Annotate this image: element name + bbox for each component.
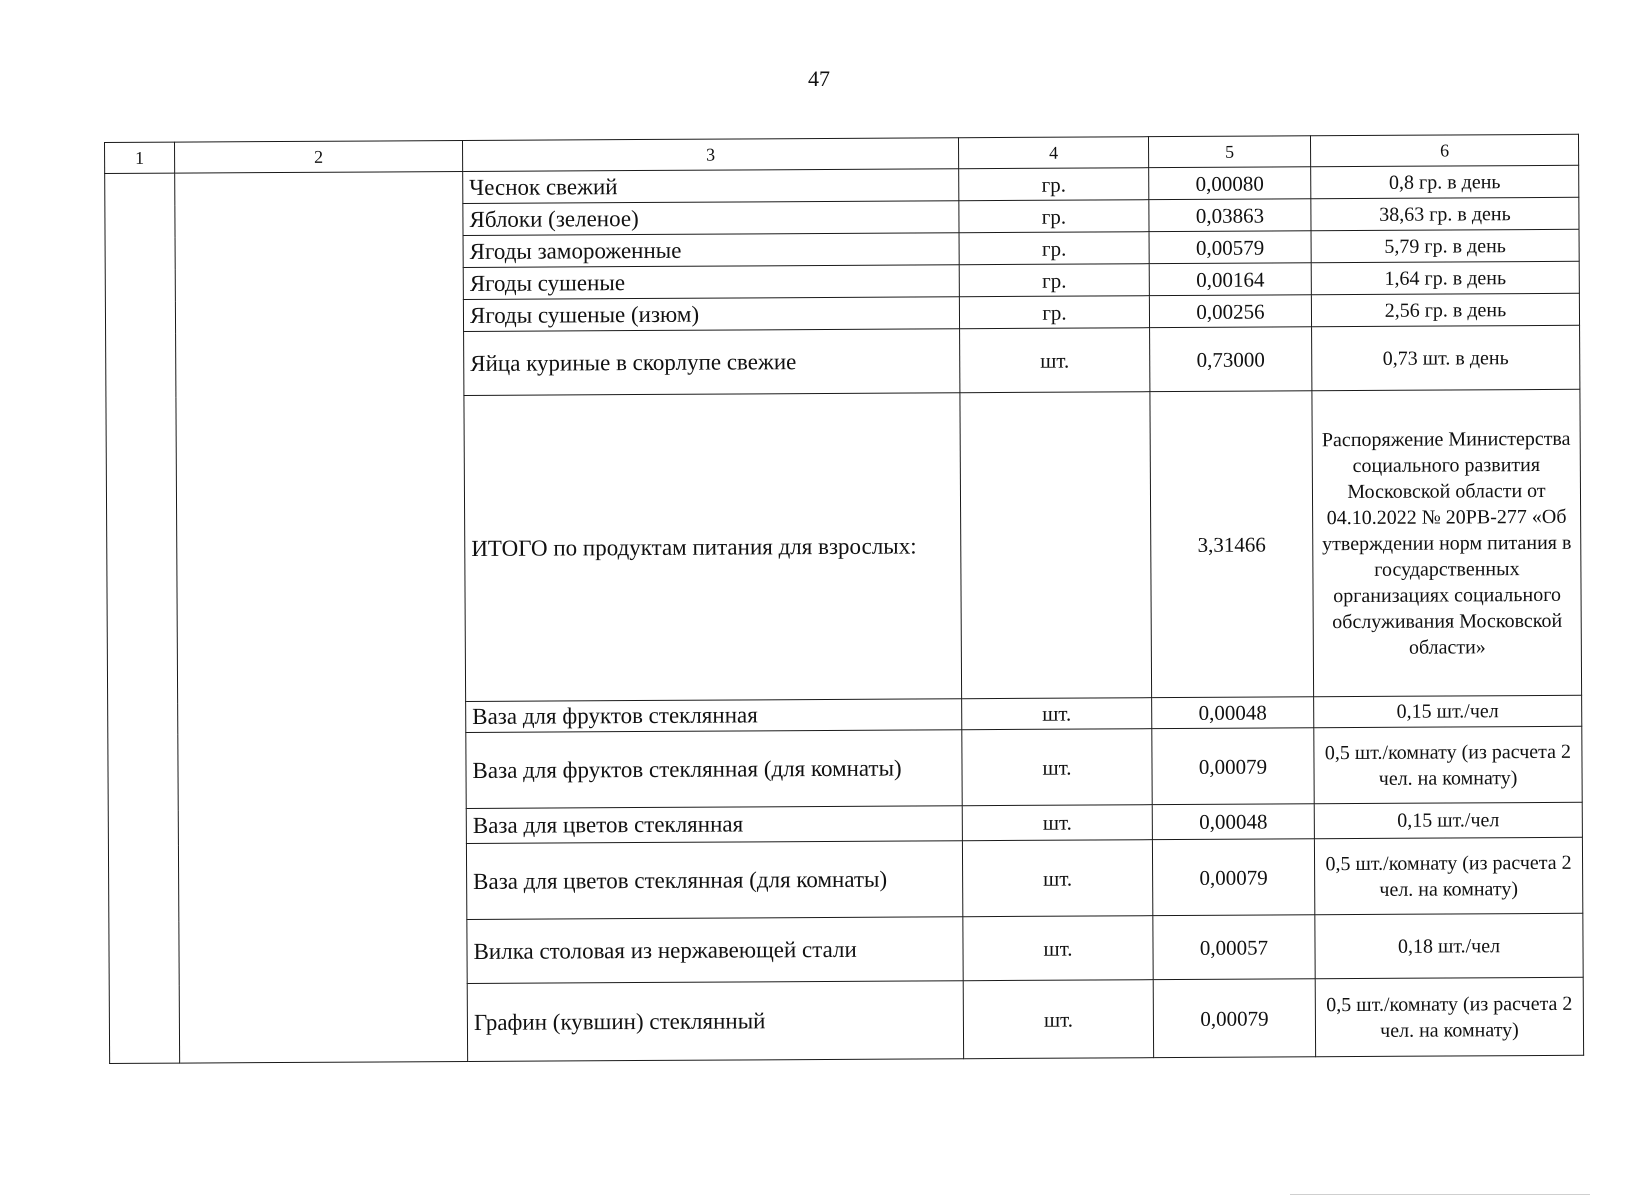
norm-cell: 0,18 шт./чел (1315, 913, 1583, 978)
norm-cell: 0,8 гр. в день (1311, 165, 1579, 198)
column-header: 5 (1148, 136, 1310, 168)
unit-cell: шт. (962, 805, 1152, 841)
unit-cell: гр. (959, 168, 1149, 201)
quantity-cell: 0,00579 (1149, 231, 1311, 264)
column-header: 1 (105, 142, 175, 173)
norm-cell: 38,63 гр. в день (1311, 197, 1579, 230)
unit-cell: шт. (962, 840, 1152, 917)
column-header: 3 (462, 138, 958, 172)
unit-cell: гр. (959, 232, 1149, 265)
merged-cell-col1 (105, 173, 180, 1063)
quantity-cell: 0,00048 (1152, 697, 1314, 729)
scan-artifact (1290, 1194, 1590, 1195)
quantity-cell: 0,00079 (1152, 728, 1314, 805)
item-name-cell: Чеснок свежий (463, 169, 959, 204)
norm-cell: 5,79 гр. в день (1311, 229, 1579, 262)
page-number: 47 (808, 66, 830, 91)
column-header: 4 (958, 137, 1148, 169)
unit-cell (960, 392, 1152, 699)
quantity-cell: 0,00164 (1149, 263, 1311, 296)
item-name-cell: ИТОГО по продуктам питания для взрослых: (464, 393, 962, 702)
item-name-cell: Ягоды сушеные (изюм) (463, 297, 959, 332)
item-name-cell: Графин (кувшин) стеклянный (467, 981, 963, 1062)
unit-cell: шт. (962, 729, 1152, 806)
item-name-cell: Ваза для фруктов стеклянная (для комнаты) (466, 730, 962, 809)
norm-cell: 2,56 гр. в день (1311, 293, 1579, 326)
item-name-cell: Вилка столовая из нержавеющей стали (467, 917, 963, 984)
norm-cell: 0,15 шт./чел (1314, 695, 1582, 727)
column-header: 2 (175, 140, 463, 173)
item-name-cell: Ягоды сушеные (463, 265, 959, 300)
quantity-cell: 0,00256 (1149, 295, 1311, 328)
norm-cell: 1,64 гр. в день (1311, 261, 1579, 294)
item-name-cell: Ваза для цветов стеклянная (466, 806, 962, 844)
quantity-cell: 0,00079 (1152, 839, 1314, 916)
quantity-cell: 0,00057 (1153, 915, 1315, 980)
norm-cell: Распоряжение Министерства социального развития Московской области от 04.10.2022 № 20РВ-277 «Об утверждении норм питания в государственных организациях социального обслуживания Московской области» (1312, 389, 1582, 696)
item-name-cell: Ваза для цветов стеклянная (для комнаты) (466, 841, 962, 920)
norm-cell: 0,73 шт. в день (1312, 325, 1580, 390)
quantity-cell: 3,31466 (1150, 391, 1314, 698)
unit-cell: шт. (962, 698, 1152, 730)
unit-cell: шт. (963, 916, 1153, 981)
quantity-cell: 0,03863 (1149, 199, 1311, 232)
item-name-cell: Яйца куриные в скорлупе свежие (464, 329, 960, 396)
unit-cell: гр. (959, 200, 1149, 233)
merged-cell-col2 (175, 171, 468, 1063)
quantity-cell: 0,00079 (1153, 979, 1315, 1058)
norm-cell: 0,15 шт./чел (1314, 802, 1582, 838)
quantity-cell: 0,00080 (1149, 167, 1311, 200)
unit-cell: шт. (963, 980, 1153, 1059)
quantity-cell: 0,73000 (1150, 327, 1312, 392)
unit-cell: гр. (959, 264, 1149, 297)
column-header: 6 (1310, 134, 1578, 166)
item-name-cell: Яблоки (зеленое) (463, 201, 959, 236)
quantity-cell: 0,00048 (1152, 804, 1314, 840)
norm-cell: 0,5 шт./комнату (из расчета 2 чел. на комнату) (1314, 726, 1582, 803)
item-name-cell: Ягоды замороженные (463, 233, 959, 268)
norm-cell: 0,5 шт./комнату (из расчета 2 чел. на комнату) (1314, 837, 1582, 914)
unit-cell: шт. (960, 328, 1150, 393)
item-name-cell: Ваза для фруктов стеклянная (466, 699, 962, 733)
norms-table (104, 134, 1584, 1064)
unit-cell: гр. (959, 296, 1149, 329)
norm-cell: 0,5 шт./комнату (из расчета 2 чел. на комнату) (1315, 977, 1583, 1056)
